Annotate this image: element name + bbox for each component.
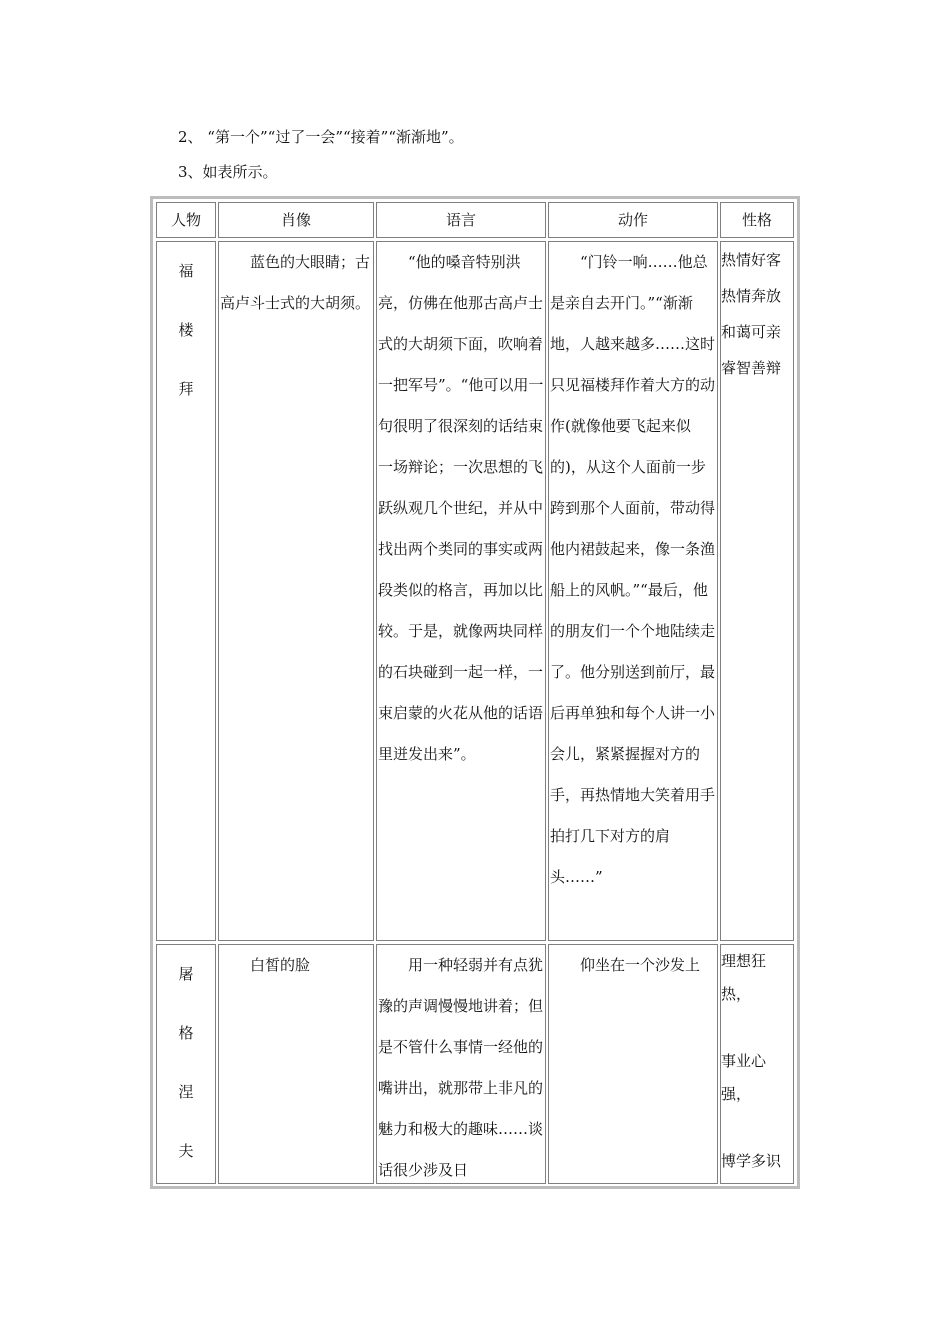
row2-name xyxy=(156,944,216,1184)
header-character: 性格 xyxy=(720,202,794,238)
character-trait: 和蔼可亲 xyxy=(721,323,782,341)
row2-name-char: 涅 xyxy=(178,1083,194,1101)
character-trait: 事业心强， xyxy=(721,1052,767,1103)
character-trait: 博学多识 xyxy=(721,1152,782,1170)
row2-name-char: 格 xyxy=(178,1024,194,1042)
row1-name-char: 拜 xyxy=(178,380,194,398)
row2-name-char: 夫 xyxy=(178,1142,194,1160)
answer-line-2: 2、 “第一个”“过了一会”“接着”“渐渐地”。 xyxy=(178,128,464,146)
row1-speech: “他的嗓音特别洪亮，仿佛在他那古高卢士式的大胡须下面，吹响着一把军号”。“他可以用一句很明了很深刻的话结束一场辩论；一次思想的飞跃纵观几个世纪，并从中找出两个类同的事实或两段类似的格言，再加以比较。于是，就像两块同样的石块碰到一起一样，一束启蒙的火花从他的话语里迸发出来”。 xyxy=(376,241,546,941)
header-speech: 语言 xyxy=(376,202,546,238)
row2-portrait: 白皙的脸 xyxy=(218,944,374,1184)
row1-name-char: 福 xyxy=(178,262,194,280)
character-trait: 理想狂热， xyxy=(721,952,767,1003)
row1-action: “门铃一响……他总是亲自去开门。”“渐渐地，人越来越多……这时只见福楼拜作着大方的动作(就像他要飞起来似的)，从这个人面前一步跨到那个人面前，带动得他内裙鼓起来，像一条渔船上的风帆。”“最后，他的朋友们一个个地陆续走了。他分别送到前厅，最后再单独和每个人讲一小会儿，紧紧握握对方的手，再热情地大笑着用手拍打几下对方的肩头……” xyxy=(548,241,718,941)
row2-speech: 用一种轻弱并有点犹豫的声调慢慢地讲着；但是不管什么事情一经他的嘴讲出，就那带上非凡的魅力和极大的趣味……谈话很少涉及日 xyxy=(376,944,546,1184)
character-trait: 热情奔放 xyxy=(721,287,782,305)
row1-name-char: 楼 xyxy=(178,321,194,339)
answer-line-3: 3、如表所示。 xyxy=(178,163,278,181)
row1-name xyxy=(156,241,216,941)
row1-character xyxy=(720,241,794,941)
row2-character xyxy=(720,944,794,1184)
row2-name-char: 屠 xyxy=(178,965,194,983)
header-action: 动作 xyxy=(548,202,718,238)
row1-portrait: 蓝色的大眼睛；古高卢斗士式的大胡须。 xyxy=(218,241,374,941)
header-portrait: 肖像 xyxy=(218,202,374,238)
character-trait: 热情好客 xyxy=(721,251,782,269)
row2-action: 仰坐在一个沙发上 xyxy=(548,944,718,1184)
character-table xyxy=(150,196,800,1189)
character-trait: 睿智善辩 xyxy=(721,359,782,377)
header-name: 人物 xyxy=(156,202,216,238)
